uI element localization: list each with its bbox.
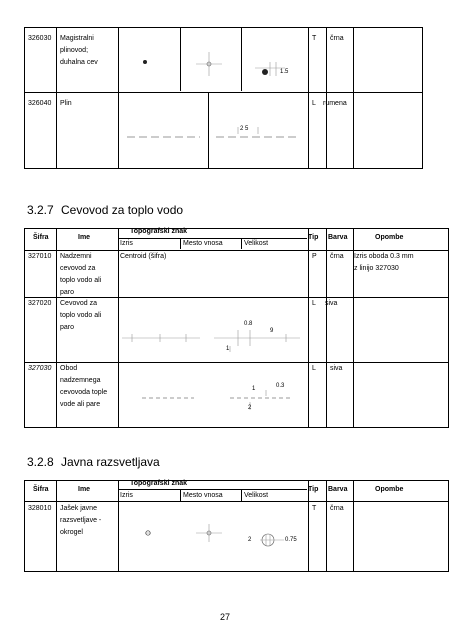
row-name-line: Plin bbox=[60, 100, 72, 107]
row-name-line: cevovoda tople bbox=[60, 389, 108, 396]
row-code: 326030 bbox=[28, 35, 52, 42]
row-tip: L bbox=[312, 100, 316, 107]
header-ime: Ime bbox=[78, 486, 91, 493]
row-name-line: nadzemnega bbox=[60, 377, 101, 384]
dimension-label: 0.75 bbox=[285, 537, 297, 543]
row-barva: črna bbox=[330, 253, 344, 260]
header-tip: Tip bbox=[308, 486, 319, 493]
row-barva: rumena bbox=[323, 100, 347, 107]
row-opombe-line: z linijo 327030 bbox=[354, 265, 399, 272]
row-opombe-line: Izris oboda 0.3 mm bbox=[354, 253, 414, 260]
row-code: 327010 bbox=[28, 253, 52, 260]
row-name-line: okrogel bbox=[60, 529, 83, 536]
row-name-line: Jašek javne bbox=[60, 505, 97, 512]
row-tip: P bbox=[312, 253, 317, 260]
row-name-line: paro bbox=[60, 324, 75, 331]
header-topo: Topografski znak bbox=[130, 228, 188, 235]
row-name-line: vode ali pare bbox=[60, 401, 101, 408]
row-name-line: razsvetljave - bbox=[60, 517, 102, 524]
row-name-line: Magistralni bbox=[60, 35, 94, 42]
row-code: 328010 bbox=[28, 505, 52, 512]
row-name-line: toplo vodo ali bbox=[60, 277, 102, 284]
header-izris: Izris bbox=[120, 240, 133, 247]
header-mesto: Mesto vnosa bbox=[183, 492, 223, 499]
page-number: 27 bbox=[219, 612, 230, 622]
dimension-label: 1 bbox=[226, 346, 230, 352]
header-ime: Ime bbox=[78, 234, 91, 241]
row-name-line: Obod bbox=[60, 365, 78, 372]
header-velikost: Velikost bbox=[244, 492, 269, 499]
row-name-line: Cevovod za bbox=[60, 300, 97, 307]
section-number: 3.2.8 bbox=[27, 455, 54, 469]
dimension-label: 9 bbox=[270, 328, 274, 334]
row-name-line: toplo vodo ali bbox=[60, 312, 102, 319]
header-topo: Topografski znak bbox=[130, 480, 188, 487]
header-opombe: Opombe bbox=[375, 234, 404, 241]
row-barva: siva bbox=[330, 365, 343, 372]
row-name-line: duhalna cev bbox=[60, 59, 98, 66]
header-sifra: Šifra bbox=[33, 486, 49, 493]
row-barva: siva bbox=[325, 300, 338, 307]
header-barva: Barva bbox=[328, 234, 348, 241]
header-sifra: Šifra bbox=[33, 234, 49, 241]
row-izris: Centroid (šifra) bbox=[120, 253, 167, 260]
header-izris: Izris bbox=[120, 492, 133, 499]
row-tip: L bbox=[312, 365, 316, 372]
dimension-label: 1 bbox=[252, 386, 256, 392]
row-barva: črna bbox=[330, 505, 344, 512]
row-name-line: Nadzemni bbox=[60, 253, 92, 260]
header-barva: Barva bbox=[328, 486, 348, 493]
section-title: Javna razsvetljava bbox=[61, 455, 160, 469]
dimension-label: 1.5 bbox=[280, 69, 289, 75]
header-opombe: Opombe bbox=[375, 486, 404, 493]
dimension-label: 0.8 bbox=[244, 321, 253, 327]
row-tip: T bbox=[312, 505, 317, 512]
dimension-label: 2 5 bbox=[240, 126, 249, 132]
section-number: 3.2.7 bbox=[27, 203, 54, 217]
dimension-label: 0.3 bbox=[276, 383, 285, 389]
header-velikost: Velikost bbox=[244, 240, 269, 247]
row-barva: črna bbox=[330, 35, 344, 42]
row-name-line: plinovod; bbox=[60, 47, 89, 54]
row-name-line: paro bbox=[60, 289, 75, 296]
section-title: Cevovod za toplo vodo bbox=[61, 203, 184, 217]
dimension-label: 2 bbox=[248, 405, 252, 411]
row-code: 327030 bbox=[28, 365, 52, 372]
dimension-label: 2 bbox=[248, 537, 252, 543]
row-code: 326040 bbox=[28, 100, 52, 107]
header-tip: Tip bbox=[308, 234, 319, 241]
row-tip: T bbox=[312, 35, 317, 42]
row-name-line: cevovod za bbox=[60, 265, 96, 272]
header-mesto: Mesto vnosa bbox=[183, 240, 223, 247]
row-tip: L bbox=[312, 300, 316, 307]
row-code: 327020 bbox=[28, 300, 52, 307]
